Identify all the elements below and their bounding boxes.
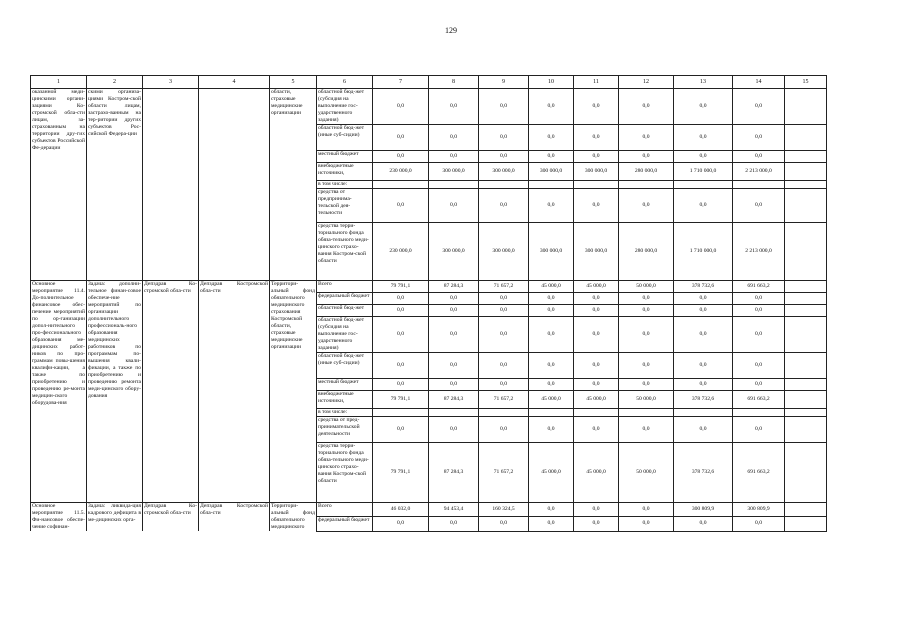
value-cell: 50 000,0 — [619, 391, 674, 409]
value-cell: 45 000,0 — [529, 443, 574, 503]
value-cell: 0,0 — [529, 125, 574, 151]
value-cell: 45 000,0 — [574, 443, 619, 503]
value-cell — [373, 409, 429, 417]
value-cell: 45 000,0 — [574, 281, 619, 293]
value-cell — [429, 409, 479, 417]
value-cell — [529, 181, 574, 189]
funding-source-cell: Всего — [317, 281, 373, 293]
col-header: 9 — [479, 76, 529, 89]
value-cell: 0,0 — [373, 151, 429, 163]
col15-cell — [785, 409, 827, 417]
value-cell: 0,0 — [529, 151, 574, 163]
value-cell: 0,0 — [529, 503, 574, 517]
funding-source-cell: внебюджетные источники, — [317, 391, 373, 409]
value-cell: 0,0 — [479, 353, 529, 379]
col15-cell — [785, 181, 827, 189]
col-header: 13 — [674, 76, 733, 89]
value-cell: 300 000,0 — [429, 223, 479, 281]
value-cell: 0,0 — [529, 417, 574, 443]
value-cell: 0,0 — [574, 189, 619, 223]
value-cell: 0,0 — [574, 151, 619, 163]
col-header: 6 — [317, 76, 373, 89]
block-cell-col2: Задача: ликвида-ция кадрового дефицита в ме-дицинских орга- — [87, 503, 143, 532]
value-cell: 0,0 — [529, 89, 574, 125]
funding-source-cell: федеральный бюджет — [317, 517, 373, 531]
col-header: 8 — [429, 76, 479, 89]
value-cell: 691 663,2 — [733, 391, 785, 409]
value-cell: 0,0 — [674, 353, 733, 379]
value-cell: 0,0 — [619, 317, 674, 353]
value-cell: 0,0 — [674, 89, 733, 125]
funding-source-cell: средства от предпринима-тельской дея-тельности — [317, 189, 373, 223]
value-cell: 0,0 — [529, 517, 574, 531]
value-cell: 87 284,3 — [429, 281, 479, 293]
value-cell: 300 000,0 — [574, 223, 619, 281]
col-header: 11 — [574, 76, 619, 89]
value-cell: 0,0 — [619, 189, 674, 223]
funding-source-cell: средства от пред-принимательской деятельности — [317, 417, 373, 443]
block-cell-col4 — [199, 89, 270, 281]
value-cell: 87 284,3 — [429, 443, 479, 503]
value-cell: 0,0 — [373, 317, 429, 353]
value-cell: 1 710 000,0 — [674, 223, 733, 281]
value-cell: 0,0 — [479, 293, 529, 305]
value-cell: 79 791,1 — [373, 391, 429, 409]
value-cell: 45 000,0 — [529, 281, 574, 293]
value-cell: 0,0 — [619, 417, 674, 443]
value-cell: 0,0 — [429, 189, 479, 223]
value-cell — [373, 181, 429, 189]
funding-source-cell: областной бюд-жет — [317, 305, 373, 317]
value-cell: 0,0 — [619, 503, 674, 517]
value-cell: 0,0 — [674, 305, 733, 317]
value-cell: 0,0 — [479, 417, 529, 443]
value-cell: 300 000,0 — [529, 163, 574, 181]
value-cell: 0,0 — [479, 151, 529, 163]
table-row — [31, 89, 827, 125]
value-cell — [619, 409, 674, 417]
value-cell: 0,0 — [574, 305, 619, 317]
col15-cell — [785, 517, 827, 531]
block-cell-col3: Депздрав Ко-стромской обла-сти — [143, 503, 199, 532]
block-cell-col2: Задача: дополни-тельное финан-совое обеспече-ние мероприятий по организации дополнительного профессиональ-ного образования медицинских работников по программам по-вышения квали-фикации, а также по приобретению и проведению ремонта меди-цинского обору-дования — [87, 281, 143, 503]
value-cell: 0,0 — [619, 89, 674, 125]
value-cell — [733, 181, 785, 189]
block-cell-col5: Территори-альный фонд обязательного медицинского — [271, 503, 315, 530]
funding-source-cell: областной бюд-жет (иные суб-сидии) — [317, 125, 373, 151]
col15-cell — [785, 379, 827, 391]
value-cell: 300 000,0 — [479, 163, 529, 181]
value-cell: 0,0 — [479, 517, 529, 531]
col-header: 1 — [31, 76, 87, 89]
col15-cell — [785, 391, 827, 409]
value-cell — [733, 409, 785, 417]
value-cell: 0,0 — [479, 89, 529, 125]
value-cell: 0,0 — [479, 317, 529, 353]
value-cell: 300 000,0 — [529, 223, 574, 281]
funding-source-cell: областной бюд-жет (иные суб-сидии) — [317, 353, 373, 379]
value-cell: 0,0 — [574, 317, 619, 353]
column-header-row — [31, 76, 827, 89]
value-cell: 230 000,0 — [373, 163, 429, 181]
value-cell: 50 000,0 — [619, 443, 674, 503]
value-cell — [574, 181, 619, 189]
value-cell: 0,0 — [373, 353, 429, 379]
col15-cell — [785, 317, 827, 353]
funding-source-cell: в том числе: — [317, 181, 373, 189]
funding-source-cell: внебюджетные источники, — [317, 163, 373, 181]
value-cell: 0,0 — [733, 89, 785, 125]
value-cell: 0,0 — [674, 317, 733, 353]
value-cell: 300 000,0 — [479, 223, 529, 281]
value-cell: 0,0 — [674, 293, 733, 305]
col-header: 3 — [143, 76, 199, 89]
value-cell: 0,0 — [373, 379, 429, 391]
value-cell: 0,0 — [733, 125, 785, 151]
value-cell: 87 284,3 — [429, 391, 479, 409]
value-cell: 280 000,0 — [619, 163, 674, 181]
value-cell: 79 791,1 — [373, 281, 429, 293]
col-header: 7 — [373, 76, 429, 89]
value-cell: 0,0 — [619, 293, 674, 305]
col15-cell — [785, 305, 827, 317]
col15-cell — [785, 503, 827, 517]
block-cell-col5: области, страховые медицинские организации — [270, 89, 317, 281]
table-row — [31, 281, 827, 293]
value-cell: 0,0 — [619, 517, 674, 531]
col15-cell — [785, 163, 827, 181]
value-cell: 0,0 — [529, 293, 574, 305]
value-cell: 0,0 — [733, 417, 785, 443]
value-cell — [429, 181, 479, 189]
value-cell: 0,0 — [674, 417, 733, 443]
value-cell: 0,0 — [429, 517, 479, 531]
value-cell: 0,0 — [479, 125, 529, 151]
value-cell: 46 032,0 — [373, 503, 429, 517]
value-cell: 0,0 — [619, 379, 674, 391]
value-cell: 0,0 — [574, 293, 619, 305]
value-cell — [574, 409, 619, 417]
value-cell: 0,0 — [373, 89, 429, 125]
table-row — [31, 503, 827, 517]
value-cell: 691 663,2 — [733, 443, 785, 503]
col15-cell — [785, 89, 827, 125]
block-cell-col5: Территори-альный фонд обязательного медицинского страхования Костромской области, страховые медицинские организации — [270, 281, 317, 503]
value-cell — [479, 181, 529, 189]
block-cell-col1: Основное мероприятие 11.5. Фи-нансовое обеспе-чение софинан- — [32, 503, 85, 530]
value-cell: 0,0 — [733, 305, 785, 317]
value-cell: 0,0 — [429, 379, 479, 391]
value-cell: 0,0 — [733, 293, 785, 305]
col15-cell — [785, 293, 827, 305]
value-cell: 0,0 — [674, 379, 733, 391]
col15-cell — [785, 443, 827, 503]
value-cell: 2 213 000,0 — [733, 223, 785, 281]
value-cell: 0,0 — [619, 353, 674, 379]
value-cell: 378 732,6 — [674, 443, 733, 503]
value-cell: 0,0 — [619, 305, 674, 317]
value-cell: 0,0 — [373, 517, 429, 531]
value-cell: 0,0 — [529, 305, 574, 317]
value-cell: 71 657,2 — [479, 443, 529, 503]
value-cell — [479, 409, 529, 417]
value-cell: 1 710 000,0 — [674, 163, 733, 181]
funding-source-cell: федеральный бюджет — [317, 293, 373, 305]
value-cell: 45 000,0 — [529, 391, 574, 409]
value-cell: 94 453,4 — [429, 503, 479, 517]
value-cell: 0,0 — [733, 151, 785, 163]
value-cell: 300 809,9 — [733, 503, 785, 517]
value-cell: 0,0 — [733, 353, 785, 379]
value-cell: 0,0 — [529, 189, 574, 223]
col15-cell — [785, 151, 827, 163]
block-cell-col3: Депздрав Ко-стромской обла-сти — [143, 281, 199, 503]
block-cell-col3 — [143, 89, 199, 281]
funding-source-cell: средства терри-ториального фонда обяза-тельного меди-цинского страхо-вания Костром-ской области — [317, 223, 373, 281]
funding-source-cell: местный бюджет — [317, 379, 373, 391]
value-cell: 71 657,2 — [479, 281, 529, 293]
budget-table — [30, 75, 827, 532]
value-cell: 0,0 — [574, 503, 619, 517]
value-cell: 0,0 — [733, 517, 785, 531]
funding-source-cell: областной бюд-жет (субсидия на выполнение гос-ударственного задания) — [317, 89, 373, 125]
value-cell: 230 000,0 — [373, 223, 429, 281]
value-cell: 0,0 — [373, 125, 429, 151]
funding-source-cell: Всего — [317, 503, 373, 517]
col15-cell — [785, 189, 827, 223]
value-cell: 0,0 — [479, 379, 529, 391]
value-cell: 0,0 — [574, 353, 619, 379]
value-cell: 378 732,6 — [674, 391, 733, 409]
value-cell: 0,0 — [574, 417, 619, 443]
block-cell-col1: оказанной меди-цинскими органи-зациями Ко-стромской обла-сти лицам, за-страхованным на территории дру-гих субъектов Российской Фе-дерации — [31, 89, 87, 281]
value-cell: 0,0 — [529, 353, 574, 379]
value-cell: 300 000,0 — [429, 163, 479, 181]
value-cell: 0,0 — [574, 517, 619, 531]
value-cell: 300 809,9 — [674, 503, 733, 517]
funding-source-cell: местный бюджет — [317, 151, 373, 163]
value-cell: 378 732,6 — [674, 281, 733, 293]
value-cell: 0,0 — [373, 417, 429, 443]
value-cell: 0,0 — [429, 125, 479, 151]
value-cell: 160 324,5 — [479, 503, 529, 517]
funding-source-cell: областной бюд-жет (субсидия на выполнение гос-ударственного задания) — [317, 317, 373, 353]
value-cell: 0,0 — [429, 89, 479, 125]
value-cell: 79 791,1 — [373, 443, 429, 503]
value-cell: 0,0 — [733, 189, 785, 223]
value-cell — [674, 409, 733, 417]
value-cell: 0,0 — [373, 293, 429, 305]
funding-source-cell: в том числе: — [317, 409, 373, 417]
value-cell: 0,0 — [674, 517, 733, 531]
col-header: 14 — [733, 76, 785, 89]
col-header: 10 — [529, 76, 574, 89]
value-cell: 0,0 — [429, 417, 479, 443]
value-cell: 50 000,0 — [619, 281, 674, 293]
value-cell: 0,0 — [479, 305, 529, 317]
value-cell: 45 000,0 — [574, 391, 619, 409]
value-cell: 0,0 — [429, 317, 479, 353]
value-cell: 0,0 — [529, 379, 574, 391]
block-cell-col1: Основное мероприятие 11.4. До-полнительное финансовое обес-печение мероприятий по ор-ганизации допол-нительного про-фессионального образования ме-дицинских работ-ников по про-граммам повы-шения квалифи-кации, а также по приобретению и проведению ре-монта медицин-ского оборудова-ния — [31, 281, 87, 503]
value-cell: 0,0 — [429, 293, 479, 305]
value-cell: 0,0 — [674, 189, 733, 223]
col-header: 12 — [619, 76, 674, 89]
value-cell — [674, 181, 733, 189]
value-cell: 0,0 — [733, 317, 785, 353]
value-cell: 300 000,0 — [574, 163, 619, 181]
value-cell: 0,0 — [429, 151, 479, 163]
value-cell: 0,0 — [619, 125, 674, 151]
col-header: 5 — [270, 76, 317, 89]
value-cell: 0,0 — [619, 151, 674, 163]
value-cell: 0,0 — [574, 379, 619, 391]
block-cell-col4: Депздрав Костромской обла-сти — [199, 503, 270, 532]
col15-cell — [785, 281, 827, 293]
col-header: 15 — [785, 76, 827, 89]
col15-cell — [785, 353, 827, 379]
value-cell: 0,0 — [574, 89, 619, 125]
value-cell: 691 663,2 — [733, 281, 785, 293]
page-number: 129 — [445, 26, 457, 35]
value-cell: 71 657,2 — [479, 391, 529, 409]
value-cell: 0,0 — [574, 125, 619, 151]
value-cell: 0,0 — [674, 125, 733, 151]
col15-cell — [785, 223, 827, 281]
funding-source-cell: средства терри-ториального фонда обяза-тельного меди-цинского страхо-вания Костром-ской области — [317, 443, 373, 503]
col15-cell — [785, 125, 827, 151]
value-cell: 0,0 — [429, 353, 479, 379]
value-cell: 0,0 — [674, 151, 733, 163]
value-cell: 280 000,0 — [619, 223, 674, 281]
value-cell: 0,0 — [733, 379, 785, 391]
value-cell — [529, 409, 574, 417]
block-cell-col4: Депздрав Костромской обла-сти — [199, 281, 270, 503]
value-cell: 0,0 — [373, 189, 429, 223]
col-header: 2 — [87, 76, 143, 89]
value-cell: 0,0 — [373, 305, 429, 317]
block-cell-col2: скими организа-циями Костром-ской области лицам, застрахо-ванным на тер-ритории других субъектов Рос-сийской Федера-ции — [87, 89, 143, 281]
value-cell: 2 213 000,0 — [733, 163, 785, 181]
value-cell: 0,0 — [529, 317, 574, 353]
value-cell: 0,0 — [479, 189, 529, 223]
col-header: 4 — [199, 76, 270, 89]
col15-cell — [785, 417, 827, 443]
value-cell: 0,0 — [429, 305, 479, 317]
value-cell — [619, 181, 674, 189]
